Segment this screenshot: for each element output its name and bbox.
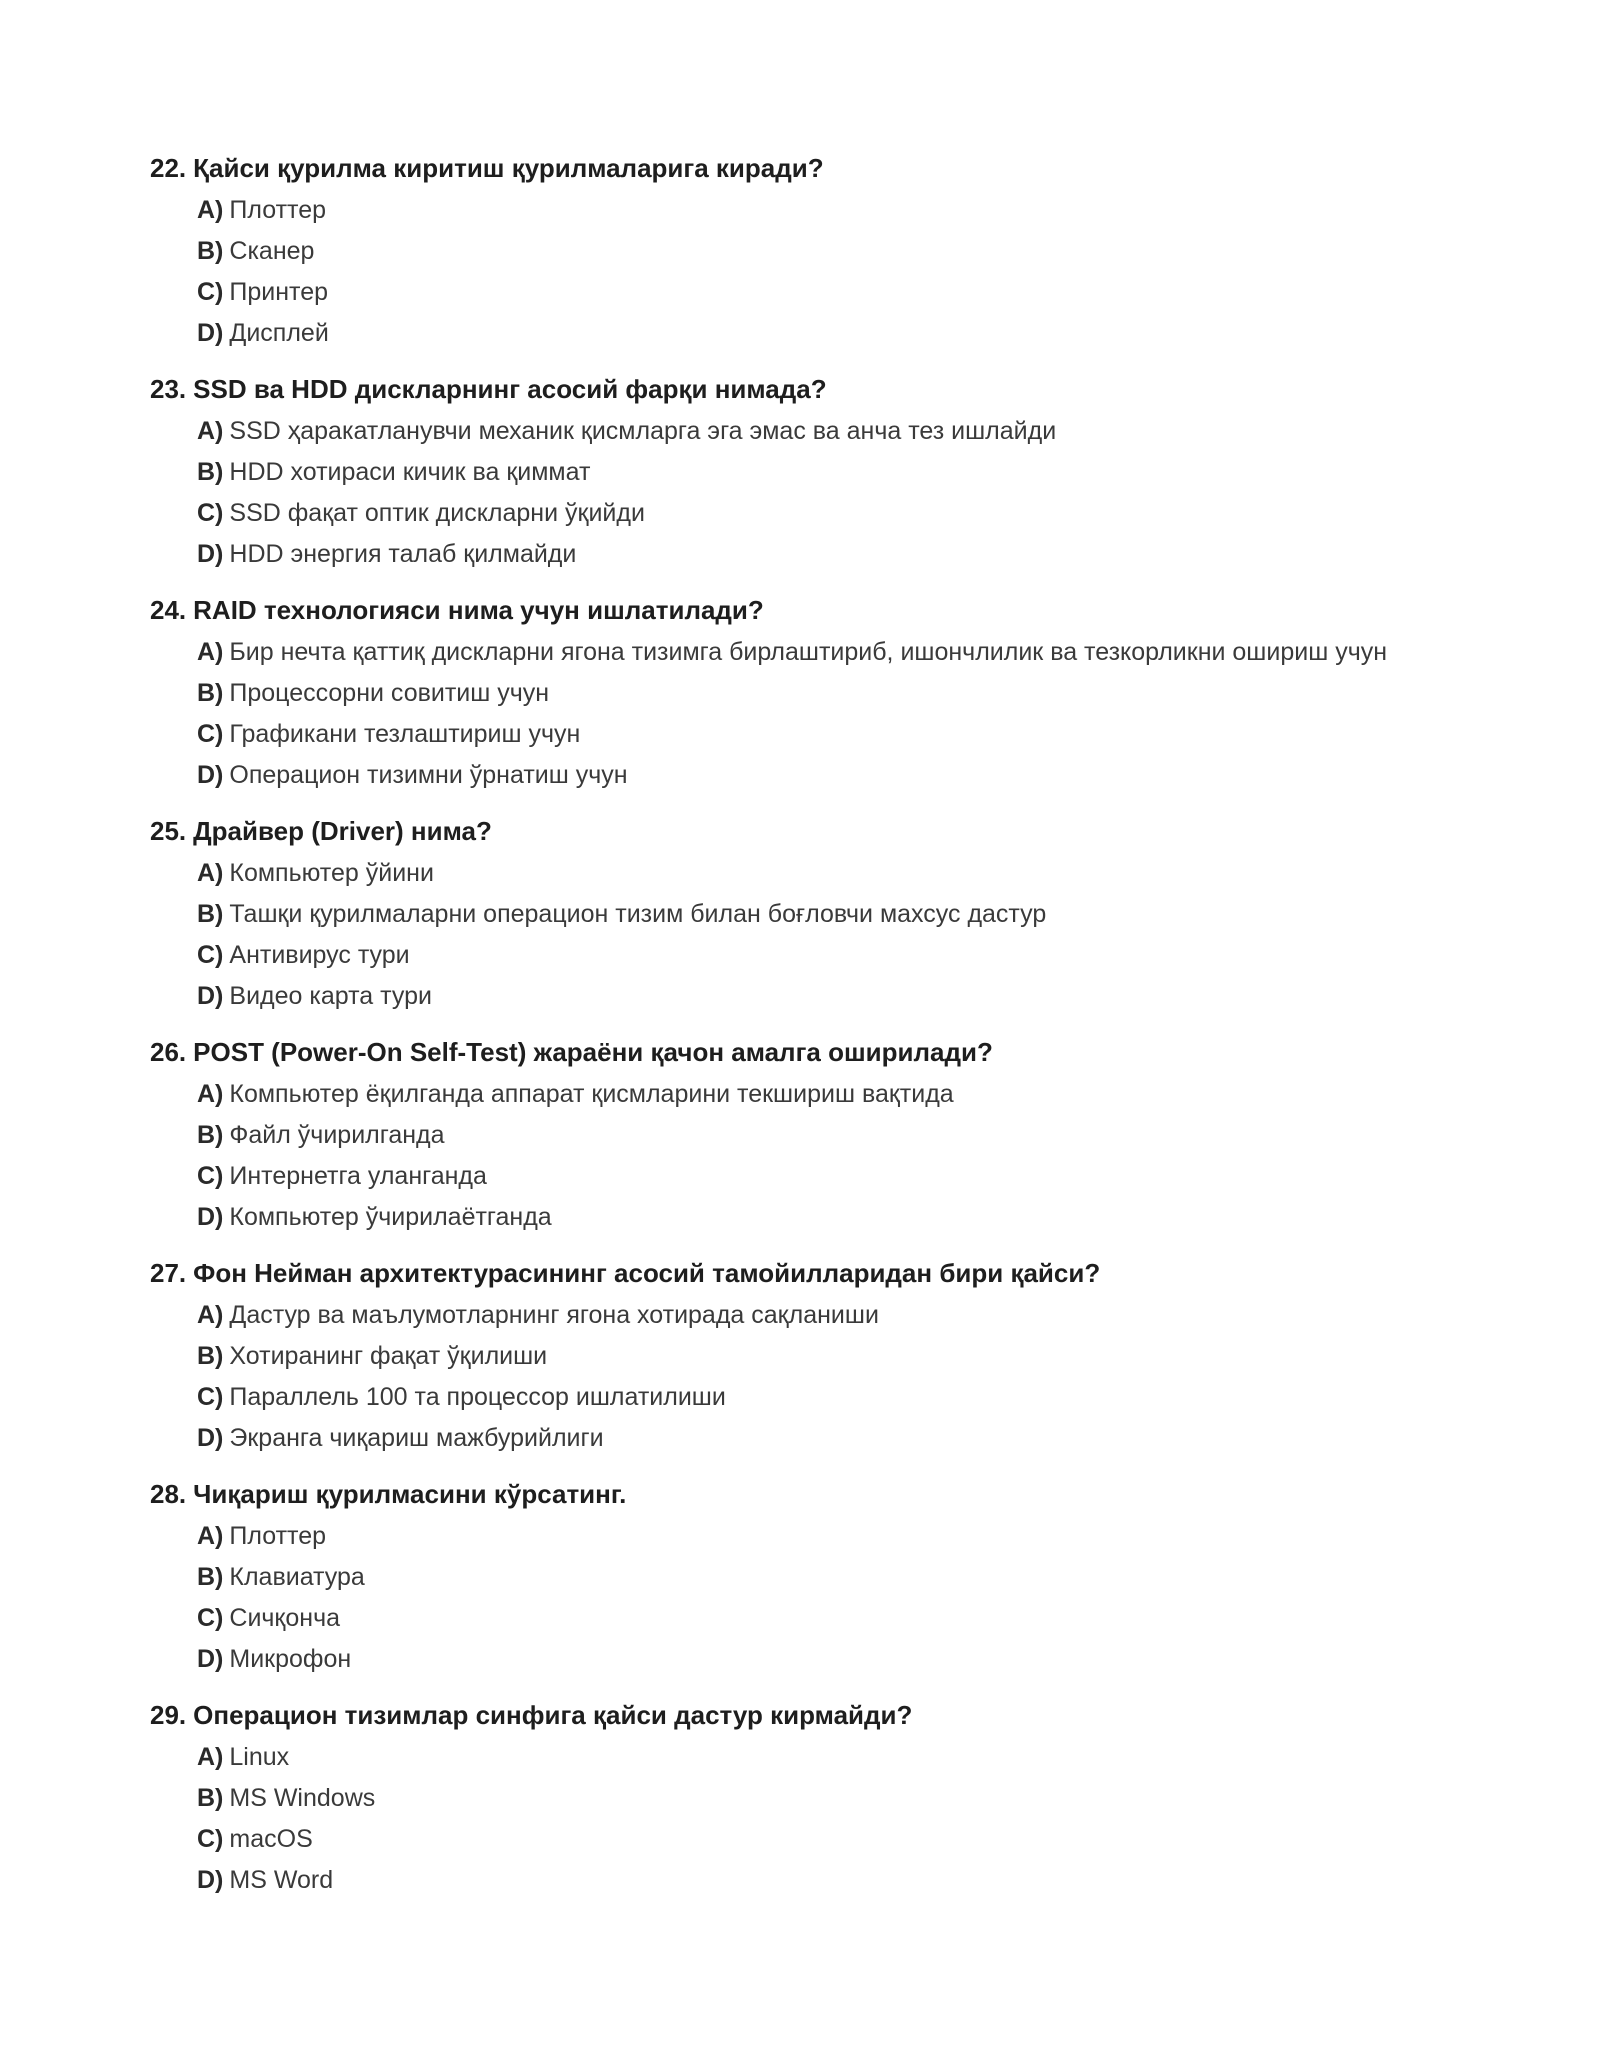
answer-options <box>150 190 1470 354</box>
question-number: 26. <box>150 1037 187 1067</box>
question-number: 28. <box>150 1479 187 1509</box>
option-letter: D) <box>197 982 224 1010</box>
question-title <box>150 369 1470 409</box>
option-letter: C) <box>197 499 224 527</box>
option-letter: B) <box>197 1784 224 1812</box>
option-letter: B) <box>197 237 224 265</box>
option-text: Дисплей <box>229 319 329 347</box>
option-letter: C) <box>197 720 224 748</box>
answer-option <box>197 1860 1470 1901</box>
option-text: Компьютер ёқилганда аппарат қисмларини текшириш вақтида <box>229 1080 954 1108</box>
question-number: 24. <box>150 595 187 625</box>
answer-option <box>197 272 1470 313</box>
option-letter: B) <box>197 679 224 707</box>
option-letter: A) <box>197 1301 224 1329</box>
option-text: SSD ҳаракатланувчи механик қисмларга эга эмас ва анча тез ишлайди <box>229 417 1057 445</box>
option-letter: A) <box>197 1743 224 1771</box>
question-title <box>150 1253 1470 1293</box>
option-letter: A) <box>197 1080 224 1108</box>
option-text: Интернетга уланганда <box>229 1162 487 1190</box>
option-letter: C) <box>197 1604 224 1632</box>
answer-option <box>197 1598 1470 1639</box>
option-text: Хотиранинг фақат ўқилиши <box>229 1342 548 1370</box>
question-title <box>150 1032 1470 1072</box>
option-text: macOS <box>229 1825 313 1853</box>
answer-option <box>197 452 1470 493</box>
option-letter: B) <box>197 900 224 928</box>
question-number: 22. <box>150 153 187 183</box>
answer-options <box>150 411 1470 575</box>
option-text: Графикани тезлаштириш учун <box>229 720 581 748</box>
answer-options <box>150 1074 1470 1238</box>
question-text: RAID технологияси нима учун ишлатилади? <box>193 595 764 625</box>
question-number: 25. <box>150 816 187 846</box>
answer-option <box>197 1418 1470 1459</box>
option-letter: D) <box>197 1645 224 1673</box>
option-text: Сканер <box>229 237 315 265</box>
option-text: Файл ўчирилганда <box>229 1121 445 1149</box>
question-title <box>150 1695 1470 1735</box>
answer-option <box>197 935 1470 976</box>
option-text: Бир нечта қаттиқ дискларни ягона тизимга бирлаштириб, ишончлилик ва тезкорликни ошириш учун <box>229 638 1388 666</box>
option-text: Дастур ва маълумотларнинг ягона хотирада сақланиши <box>229 1301 879 1329</box>
question-block <box>150 1032 1470 1238</box>
answer-options <box>150 853 1470 1017</box>
question-block <box>150 590 1470 796</box>
answer-options <box>150 632 1470 796</box>
answer-options <box>150 1516 1470 1680</box>
question-block <box>150 811 1470 1017</box>
question-title <box>150 1474 1470 1514</box>
answer-option <box>197 976 1470 1017</box>
option-letter: A) <box>197 859 224 887</box>
option-letter: C) <box>197 1162 224 1190</box>
question-text: Драйвер (Driver) нима? <box>193 816 492 846</box>
option-text: Плоттер <box>229 196 327 224</box>
option-text: Экранга чиқариш мажбурийлиги <box>229 1424 604 1452</box>
option-text: MS Windows <box>229 1784 376 1812</box>
answer-option <box>197 231 1470 272</box>
option-letter: D) <box>197 761 224 789</box>
option-text: Антивирус тури <box>229 941 410 969</box>
option-text: HDD хотираси кичик ва қиммат <box>229 458 591 486</box>
question-text: Чиқариш қурилмасини кўрсатинг. <box>193 1479 627 1509</box>
answer-option <box>197 534 1470 575</box>
option-letter: C) <box>197 941 224 969</box>
option-letter: C) <box>197 1383 224 1411</box>
answer-option <box>197 1778 1470 1819</box>
answer-option <box>197 1557 1470 1598</box>
answer-option <box>197 1336 1470 1377</box>
question-block <box>150 1474 1470 1680</box>
option-letter: A) <box>197 1522 224 1550</box>
answer-option <box>197 755 1470 796</box>
option-text: Компьютер ўйини <box>229 859 434 887</box>
answer-option <box>197 411 1470 452</box>
option-text: Принтер <box>229 278 329 306</box>
question-title <box>150 590 1470 630</box>
option-text: MS Word <box>229 1866 334 1894</box>
option-letter: C) <box>197 278 224 306</box>
option-letter: A) <box>197 196 224 224</box>
option-text: Linux <box>229 1743 290 1771</box>
question-text: Фон Нейман архитектурасининг асосий тамойилларидан бири қайси? <box>193 1258 1101 1288</box>
answer-option <box>197 714 1470 755</box>
option-letter: C) <box>197 1825 224 1853</box>
option-letter: A) <box>197 638 224 666</box>
option-letter: D) <box>197 1203 224 1231</box>
option-text: Процессорни совитиш учун <box>229 679 550 707</box>
question-list <box>150 148 1470 1916</box>
option-letter: B) <box>197 1563 224 1591</box>
option-letter: B) <box>197 1342 224 1370</box>
question-text: Қайси қурилма киритиш қурилмаларига киради? <box>193 153 824 183</box>
option-text: Микрофон <box>229 1645 352 1673</box>
answer-option <box>197 1295 1470 1336</box>
answer-option <box>197 1197 1470 1238</box>
answer-options <box>150 1737 1470 1901</box>
answer-option <box>197 1074 1470 1115</box>
question-block <box>150 369 1470 575</box>
question-number: 27. <box>150 1258 187 1288</box>
option-text: Видео карта тури <box>229 982 432 1010</box>
option-text: SSD фақат оптик дискларни ўқийди <box>229 499 645 527</box>
option-letter: B) <box>197 458 224 486</box>
answer-option <box>197 1377 1470 1418</box>
question-text: SSD ва HDD дискларнинг асосий фарқи нимада? <box>193 374 827 404</box>
question-text: Операцион тизимлар синфига қайси дастур кирмайди? <box>193 1700 913 1730</box>
option-letter: D) <box>197 319 224 347</box>
answer-option <box>197 493 1470 534</box>
option-letter: D) <box>197 540 224 568</box>
option-letter: D) <box>197 1866 224 1894</box>
answer-option <box>197 853 1470 894</box>
answer-option <box>197 673 1470 714</box>
answer-option <box>197 1819 1470 1860</box>
answer-option <box>197 894 1470 935</box>
question-text: POST (Power-On Self-Test) жараёни қачон амалга оширилади? <box>193 1037 993 1067</box>
option-letter: B) <box>197 1121 224 1149</box>
answer-options <box>150 1295 1470 1459</box>
option-letter: D) <box>197 1424 224 1452</box>
question-block <box>150 1253 1470 1459</box>
question-title <box>150 811 1470 851</box>
question-block <box>150 1695 1470 1901</box>
answer-option <box>197 1156 1470 1197</box>
option-text: HDD энергия талаб қилмайди <box>229 540 577 568</box>
option-text: Компьютер ўчирилаётганда <box>229 1203 552 1231</box>
question-number: 29. <box>150 1700 187 1730</box>
option-text: Плоттер <box>229 1522 327 1550</box>
answer-option <box>197 1115 1470 1156</box>
answer-option <box>197 1639 1470 1680</box>
answer-option <box>197 1737 1470 1778</box>
answer-option <box>197 1516 1470 1557</box>
option-text: Сичқонча <box>229 1604 341 1632</box>
answer-option <box>197 190 1470 231</box>
option-text: Операцион тизимни ўрнатиш учун <box>229 761 628 789</box>
question-title <box>150 148 1470 188</box>
option-text: Параллель 100 та процессор ишлатилиши <box>229 1383 726 1411</box>
question-number: 23. <box>150 374 187 404</box>
option-letter: A) <box>197 417 224 445</box>
answer-option <box>197 313 1470 354</box>
option-text: Ташқи қурилмаларни операцион тизим билан боғловчи махсус дастур <box>229 900 1047 928</box>
option-text: Клавиатура <box>229 1563 365 1591</box>
question-block <box>150 148 1470 354</box>
answer-option <box>197 632 1470 673</box>
